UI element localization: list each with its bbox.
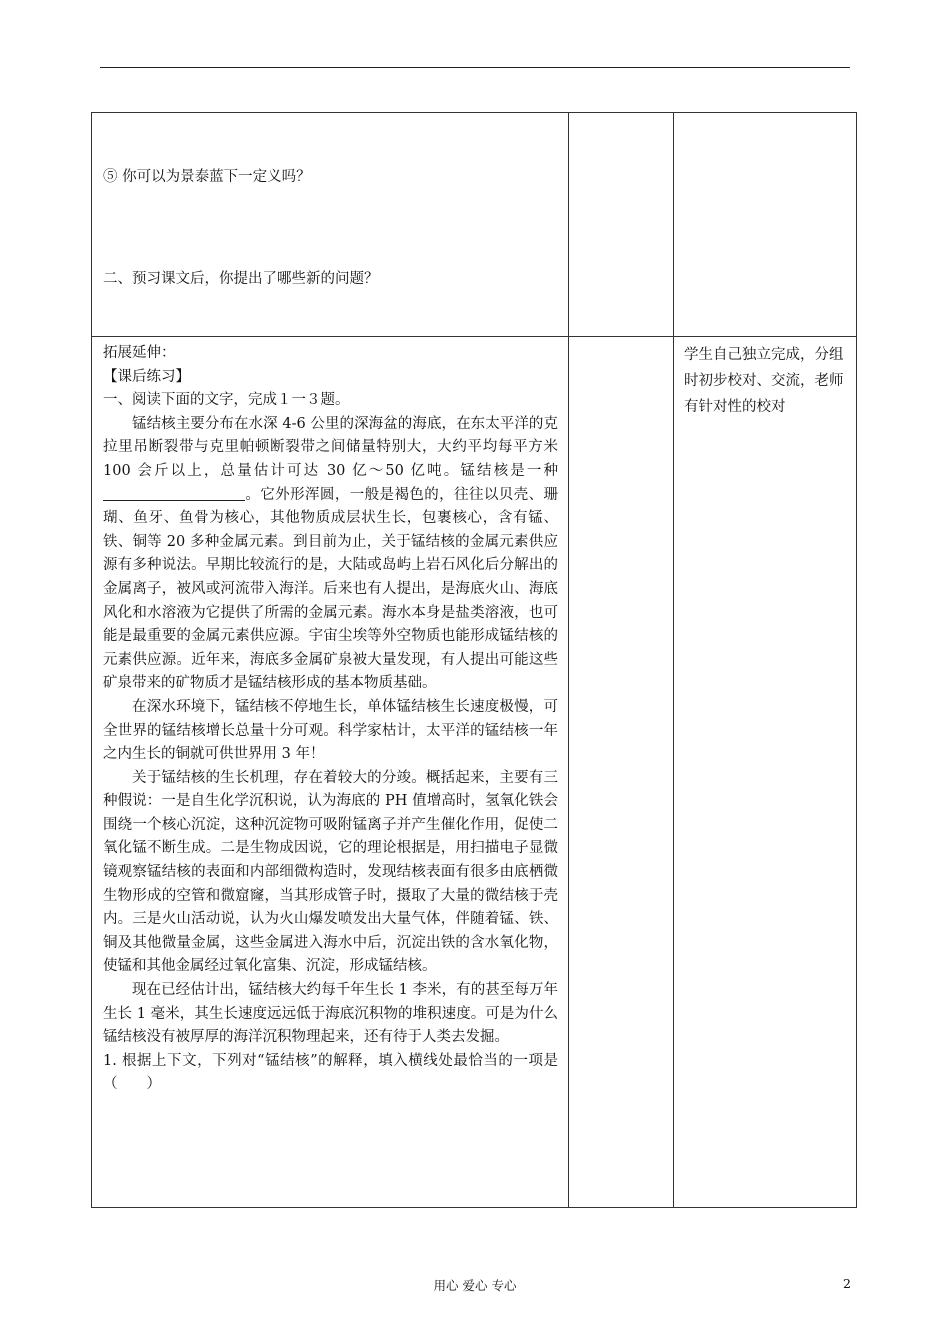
side-cell [674,113,857,337]
question-5: ⑤ 你可以为景泰蓝下一定义吗？ [103,169,311,185]
lesson-table [91,112,857,1208]
footer-slogan: 用心 爱心 专心 [433,1278,517,1293]
paragraph-4: 现在已经估计出，锰结核大约每千年生长 1 李米，有的甚至每万年生长 1 毫米，其生长速度远远低于海底沉积物的堆积速度。可是为什么锰结核没有被厚厚的海洋沉积物理起来，还有待于人类去发掘。 [103,982,558,1046]
paragraph-1-part-a: 锰结核主要分布在水深 4-6 公里的深海盆的海底，在东太平洋的克拉里吊断裂带与克里帕顿断裂带之间储量特别大，大约平均每平方米 100 会斤以上，总量估计可达 30 亿～50 亿吨。锰结核是一种 [103,415,558,479]
paragraph-1 [103,413,558,696]
paragraph-1-part-b: 。它外形浑圆，一般是褐色的，往往以贝壳、珊瑚、鱼牙、鱼骨为核心，其他物质成层状生长，包裹核心，含有锰、铁、铜等 20 多种金属元素。到目前为止，关于锰结核的金属元素供应源有多种说法。早期比较流行的是，大陆或岛屿上岩石风化后分解出的金属离子，被风或河流带入海洋。后来也有人提出，是海底火山、海底风化和水溶液为它提供了所需的金属元素。海水本身是盐类溶液，也可能是最重要的金属元素供应源。宇宙尘埃等外空物质也能形成锰结核的元素供应源。近年来，海底多金属矿泉被大量发现，有人提出可能这些矿泉带来的矿物质才是锰结核形成的基本物质基础。 [103,486,558,692]
side-note: 学生自己独立完成，分组时初步校对、交流，老师有针对性的校对 [684,347,844,415]
page-number: 2 [843,1276,851,1291]
question-1: 1. 根据上下文，下列对“锰结核”的解释，填入横线处最恰当的一项是 （ ） [103,1052,660,1093]
paragraph-2: 在深水环境下，锰结核不停地生长，单体锰结核生长速度极慢，可全世界的锰结核增长总量十分可观。科学家枯计，太平洋的锰结核一年之内生长的铜就可供世界用 3 年！ [103,698,558,763]
header-rule [100,67,850,68]
section-heading: 拓展延伸： [103,345,176,361]
section-label: 【课后练习】 [103,368,190,385]
middle-cell [569,337,674,1208]
side-cell [674,337,857,1208]
content-cell [92,337,660,1208]
table-row [92,337,857,1208]
question-new-problems: 二、预习课文后，你提出了哪些新的问题？ [103,271,379,287]
answer-blank [103,486,245,501]
middle-cell [569,113,674,337]
content-cell [92,113,569,337]
paragraph-3: 关于锰结核的生长机理，存在着较大的分竣。概括起来，主要有三种假说：一是自生化学沉积说，认为海底的 PH 值增高时，氢氧化铁会围绕一个核心沉淀，这种沉淀物可吸附锰离子并产生催化作用，促使二氧化锰不断生成。二是生物成因说，它的理论根据是，用扫描电子显微镜观察锰结核的表面和内部细微构造时，发现结核表面有很多由底栖微生物形成的空管和微窟窿，当其形成管子时，摄取了大量的微结核于壳内。三是火山活动说，认为火山爆发喷发出大量气体，伴随着锰、铁、铜及其他微量金属，这些金属进入海水中后，沉淀出铁的含水氧化物，使锰和其他金属经过氧化富集、沉淀，形成锰结核。 [103,769,558,975]
table-row [92,113,857,337]
instruction: 一、阅读下面的文字，完成１一３题。 [103,392,350,409]
